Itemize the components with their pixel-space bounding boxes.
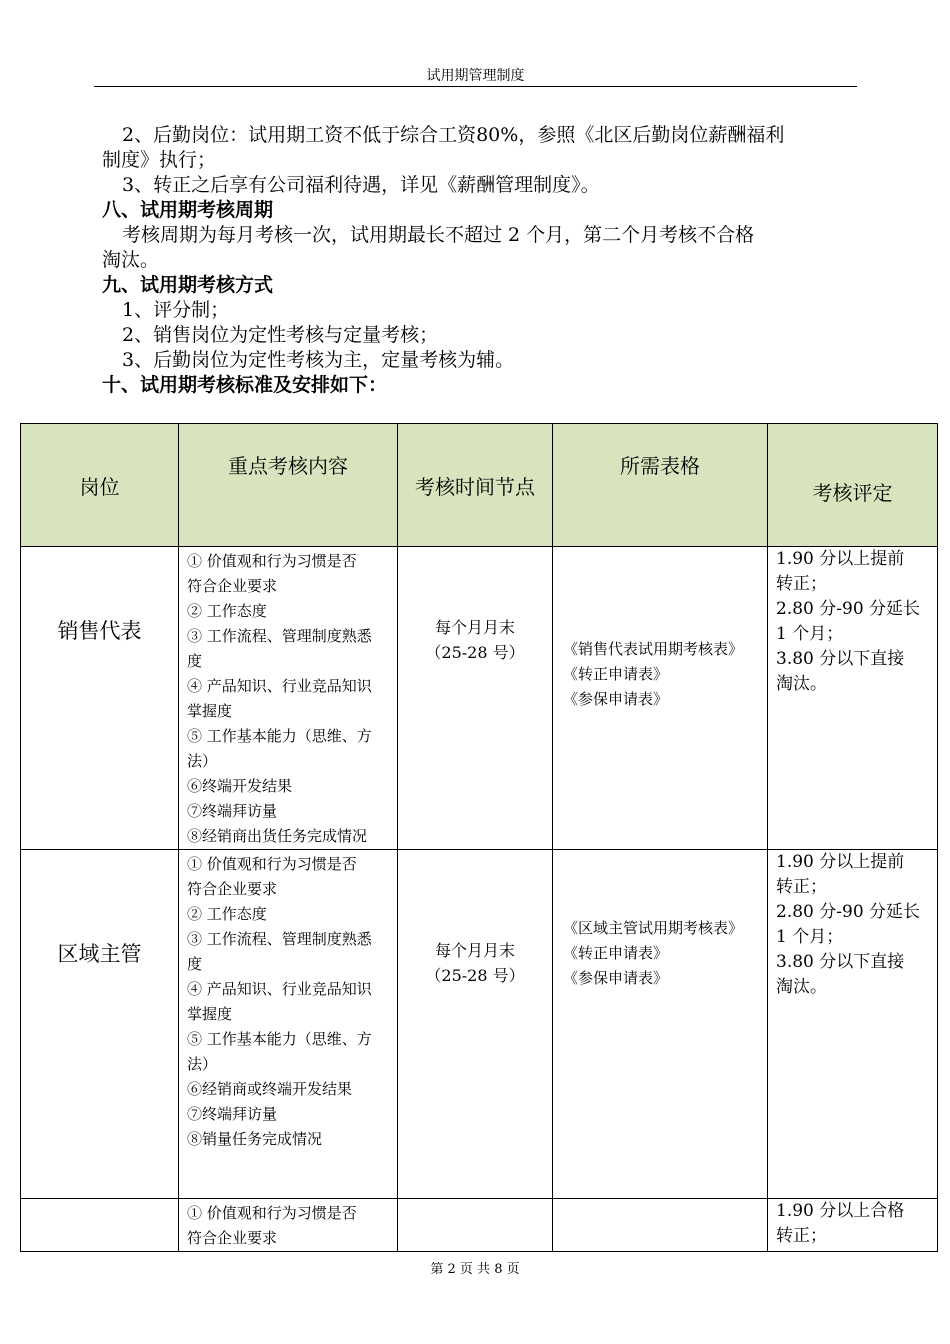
table-row	[21, 547, 938, 850]
paragraph-cycle: 考核周期为每月考核一次，试用期最长不超过 2 个月，第二个月考核不合格	[122, 224, 755, 246]
header-position: 岗位	[21, 424, 179, 547]
cell-time	[398, 850, 553, 1199]
content-line: ⑤ 工作基本能力（思维、方	[187, 1030, 372, 1048]
header-eval: 考核评定	[768, 424, 938, 547]
eval-line: 淘汰。	[776, 977, 827, 997]
assessment-table	[20, 423, 938, 1252]
content-line: 度	[187, 652, 203, 670]
document-body	[102, 123, 862, 398]
content-line: ⑦终端拜访量	[187, 1105, 278, 1123]
cell-content	[179, 547, 398, 850]
content-line: ③ 工作流程、管理制度熟悉	[187, 627, 372, 645]
time-line: 每个月月末	[434, 618, 515, 637]
content-line: ④ 产品知识、行业竞品知识	[187, 677, 372, 695]
eval-line: 3.80 分以下直接	[776, 649, 905, 669]
content-line: 法）	[187, 1055, 218, 1073]
heading-section-9: 九、试用期考核方式	[102, 274, 274, 296]
content-line: ② 工作态度	[187, 602, 267, 620]
content-line: ③ 工作流程、管理制度熟悉	[187, 930, 372, 948]
position-label: 销售代表	[57, 619, 142, 643]
content-line: ⑥经销商或终端开发结果	[187, 1080, 353, 1098]
form-name: 《销售代表试用期考核表》	[563, 640, 744, 658]
paragraph-logistics-salary-cont: 制度》执行；	[102, 149, 217, 171]
eval-line: 2.80 分-90 分延长	[776, 599, 921, 619]
table-header-row	[21, 424, 938, 547]
form-name: 《转正申请表》	[563, 665, 669, 683]
cell-eval	[768, 850, 938, 1199]
paragraph-method-2: 2、销售岗位为定性考核与定量考核；	[122, 324, 439, 346]
cell-eval	[768, 1199, 938, 1252]
cell-time	[398, 1199, 553, 1252]
paragraph-cycle-cont: 淘汰。	[102, 249, 160, 271]
content-line: ④ 产品知识、行业竞品知识	[187, 980, 372, 998]
paragraph-welfare: 3、转正之后享有公司福利待遇，详见《薪酬管理制度》。	[122, 174, 600, 196]
eval-line: 3.80 分以下直接	[776, 952, 905, 972]
content-line: ② 工作态度	[187, 905, 267, 923]
content-line: ① 价值观和行为习惯是否	[187, 855, 357, 873]
cell-forms	[553, 547, 768, 850]
paragraph-logistics-salary: 2、后勤岗位：试用期工资不低于综合工资80%，参照《北区后勤岗位薪酬福利	[122, 124, 785, 146]
header-content: 重点考核内容	[179, 424, 398, 547]
cell-content	[179, 1199, 398, 1252]
page-footer: 第 2 页 共 8 页	[430, 1262, 520, 1277]
content-line: ⑤ 工作基本能力（思维、方	[187, 727, 372, 745]
eval-line: 1 个月；	[776, 927, 844, 947]
form-name: 《转正申请表》	[563, 944, 669, 962]
eval-line: 2.80 分-90 分延长	[776, 902, 921, 922]
cell-content	[179, 850, 398, 1199]
content-line: ⑧经销商出货任务完成情况	[187, 827, 368, 845]
content-line: ⑥终端开发结果	[187, 777, 293, 795]
eval-line: 淘汰。	[776, 674, 827, 694]
cell-forms	[553, 850, 768, 1199]
eval-line: 1.90 分以上提前	[776, 549, 905, 569]
content-line: 掌握度	[187, 702, 233, 720]
eval-line: 转正；	[776, 877, 827, 897]
header-forms: 所需表格	[553, 424, 768, 547]
content-line: 符合企业要求	[187, 1229, 278, 1247]
content-line: ⑧销量任务完成情况	[187, 1130, 323, 1148]
form-name: 《参保申请表》	[563, 690, 669, 708]
eval-line: 转正；	[776, 1226, 827, 1246]
time-line: （25-28 号）	[425, 643, 525, 662]
eval-line: 1.90 分以上合格	[776, 1201, 905, 1221]
form-name: 《参保申请表》	[563, 969, 669, 987]
form-name: 《区域主管试用期考核表》	[563, 919, 744, 937]
eval-line: 转正；	[776, 574, 827, 594]
cell-time	[398, 547, 553, 850]
table-row	[21, 850, 938, 1199]
cell-eval	[768, 547, 938, 850]
cell-position	[21, 1199, 179, 1252]
page-header: 试用期管理制度	[94, 66, 857, 87]
content-line: ① 价值观和行为习惯是否	[187, 552, 357, 570]
content-line: 符合企业要求	[187, 577, 278, 595]
paragraph-method-3: 3、后勤岗位为定性考核为主，定量考核为辅。	[122, 349, 515, 371]
eval-line: 1.90 分以上提前	[776, 852, 905, 872]
content-line: 掌握度	[187, 1005, 233, 1023]
time-line: 每个月月末	[434, 941, 515, 960]
content-line: ① 价值观和行为习惯是否	[187, 1204, 357, 1222]
paragraph-method-1: 1、评分制；	[122, 299, 230, 321]
table-row	[21, 1199, 938, 1252]
header-time: 考核时间节点	[398, 424, 553, 547]
eval-line: 1 个月；	[776, 624, 844, 644]
content-line: 度	[187, 955, 203, 973]
heading-section-8: 八、试用期考核周期	[102, 199, 274, 221]
cell-position	[21, 547, 179, 850]
position-label: 区域主管	[57, 942, 142, 966]
content-line: ⑦终端拜访量	[187, 802, 278, 820]
time-line: （25-28 号）	[425, 966, 525, 985]
content-line: 法）	[187, 752, 218, 770]
heading-section-10: 十、试用期考核标准及安排如下：	[102, 374, 388, 396]
cell-forms	[553, 1199, 768, 1252]
cell-position	[21, 850, 179, 1199]
content-line: 符合企业要求	[187, 880, 278, 898]
